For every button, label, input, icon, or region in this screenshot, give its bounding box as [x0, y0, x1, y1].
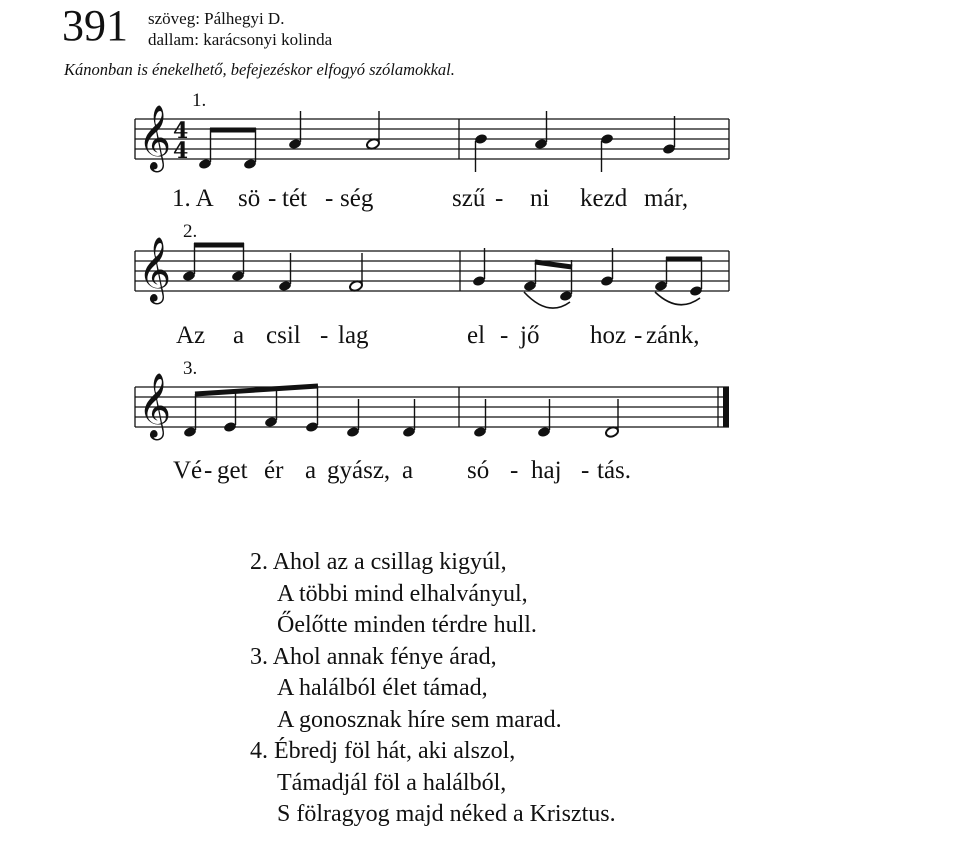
- lyric-syllable: a: [233, 322, 245, 349]
- lyric-syllable: -: [495, 185, 504, 212]
- final-barline-thick: [723, 387, 729, 427]
- lyric-syllable: ni: [530, 185, 550, 212]
- note: [264, 389, 278, 428]
- note: [537, 399, 551, 438]
- lyrics-line-3: [173, 457, 631, 484]
- note: [288, 111, 302, 150]
- lyric-syllable: -: [510, 457, 519, 484]
- verse-line: A gonosznak híre sem marad.: [277, 706, 562, 733]
- note: [366, 111, 381, 150]
- verse-line: Őelőtte minden térdre hull.: [277, 612, 537, 638]
- note: [402, 399, 416, 438]
- time-signature-top: 4: [173, 118, 189, 144]
- note: [523, 260, 537, 292]
- lyric-syllable: Vé: [173, 457, 203, 484]
- beam: [535, 262, 572, 267]
- treble-clef-icon: 𝄞: [138, 373, 172, 438]
- verse-line: Támadjál föl a halálból,: [277, 769, 507, 796]
- time-signature-bottom: 4: [173, 138, 189, 164]
- verse-line: S fölragyog majd néked a Krisztus.: [277, 801, 616, 827]
- lyric-syllable: lag: [338, 322, 369, 349]
- lyric-syllable: -: [320, 322, 329, 349]
- lyric-syllable: tás.: [597, 457, 632, 484]
- lyric-syllable: haj: [531, 457, 562, 484]
- note: [654, 257, 668, 292]
- note: [346, 399, 360, 438]
- verse-line: 4. Ébredj föl hát, aki alszol,: [250, 738, 516, 764]
- note: [600, 133, 614, 172]
- part-label-3: 3.: [183, 358, 198, 379]
- lyric-syllable: már,: [644, 185, 689, 212]
- lyric-syllable: só: [467, 457, 490, 484]
- lyric-syllable: csil: [266, 322, 301, 349]
- staff-system-3: [135, 358, 729, 484]
- lyric-syllable: a: [305, 457, 317, 484]
- lyrics-line-2: [176, 322, 699, 349]
- verse-number: 2.: [250, 549, 268, 575]
- part-label-1: 1.: [192, 90, 207, 111]
- note: [182, 243, 196, 282]
- verse-line: A halálból élet támad,: [277, 675, 488, 701]
- verse-line: 2. Ahol az a csillag kigyúl,: [250, 549, 507, 575]
- lyric-syllable: ér: [264, 457, 284, 484]
- lyric-syllable: tét: [282, 185, 307, 212]
- staff-system-1: [135, 90, 729, 212]
- note: [349, 253, 364, 292]
- staff-system-2: [135, 221, 729, 349]
- additional-verses: [250, 547, 616, 831]
- text-credit: szöveg: Pálhegyi D.: [148, 9, 285, 28]
- verse-line: 3. Ahol annak fénye árad,: [250, 643, 497, 670]
- note: [473, 399, 487, 438]
- lyric-syllable: sö: [238, 185, 261, 212]
- verse-number: 4.: [250, 738, 268, 764]
- verse-line: A többi mind elhalványul,: [277, 580, 528, 607]
- lyric-syllable: -: [581, 457, 590, 484]
- treble-clef-icon: 𝄞: [138, 105, 172, 170]
- treble-clef-icon: 𝄞: [138, 237, 172, 302]
- tune-credit: dallam: karácsonyi kolinda: [148, 30, 333, 49]
- note: [600, 248, 614, 287]
- lyric-syllable: -: [268, 185, 277, 212]
- lyric-syllable: ség: [340, 185, 374, 212]
- verse-number: 3.: [250, 643, 268, 670]
- note: [278, 253, 292, 292]
- lyric-syllable: get: [217, 457, 248, 484]
- lyric-syllable: gyász,: [327, 457, 391, 484]
- lyric-syllable: -: [325, 185, 334, 212]
- lyric-syllable: szű: [452, 185, 486, 212]
- verse-2: [250, 547, 616, 642]
- note: [472, 248, 486, 287]
- verse-4: [250, 736, 616, 831]
- lyrics-line-1: [172, 185, 688, 212]
- lyric-syllable: hoz: [590, 322, 627, 349]
- lyric-syllable: a: [402, 457, 414, 484]
- lyric-syllable: zánk,: [646, 322, 700, 349]
- note: [231, 243, 245, 282]
- lyric-syllable: -: [634, 322, 643, 349]
- note: [534, 111, 548, 150]
- note: [474, 133, 488, 172]
- verse-3: [250, 642, 616, 737]
- lyric-syllable: 1. A: [172, 185, 214, 212]
- staff-lines: [135, 119, 729, 159]
- lyric-syllable: -: [500, 322, 509, 349]
- canon-note: Kánonban is énekelhető, befejezéskor elfogyó szólamokkal.: [64, 60, 455, 79]
- note: [605, 399, 620, 438]
- lyric-syllable: Az: [176, 322, 206, 349]
- hymn-number: 391: [62, 1, 128, 50]
- lyric-syllable: kezd: [580, 185, 628, 212]
- part-label-2: 2.: [183, 221, 198, 242]
- note: [662, 116, 676, 155]
- lyric-syllable: -: [204, 457, 213, 484]
- note: [689, 257, 703, 297]
- note: [305, 386, 319, 433]
- lyric-syllable: el: [467, 322, 486, 349]
- note: [183, 394, 197, 438]
- lyric-syllable: jő: [520, 322, 540, 349]
- staff-lines: [135, 251, 729, 291]
